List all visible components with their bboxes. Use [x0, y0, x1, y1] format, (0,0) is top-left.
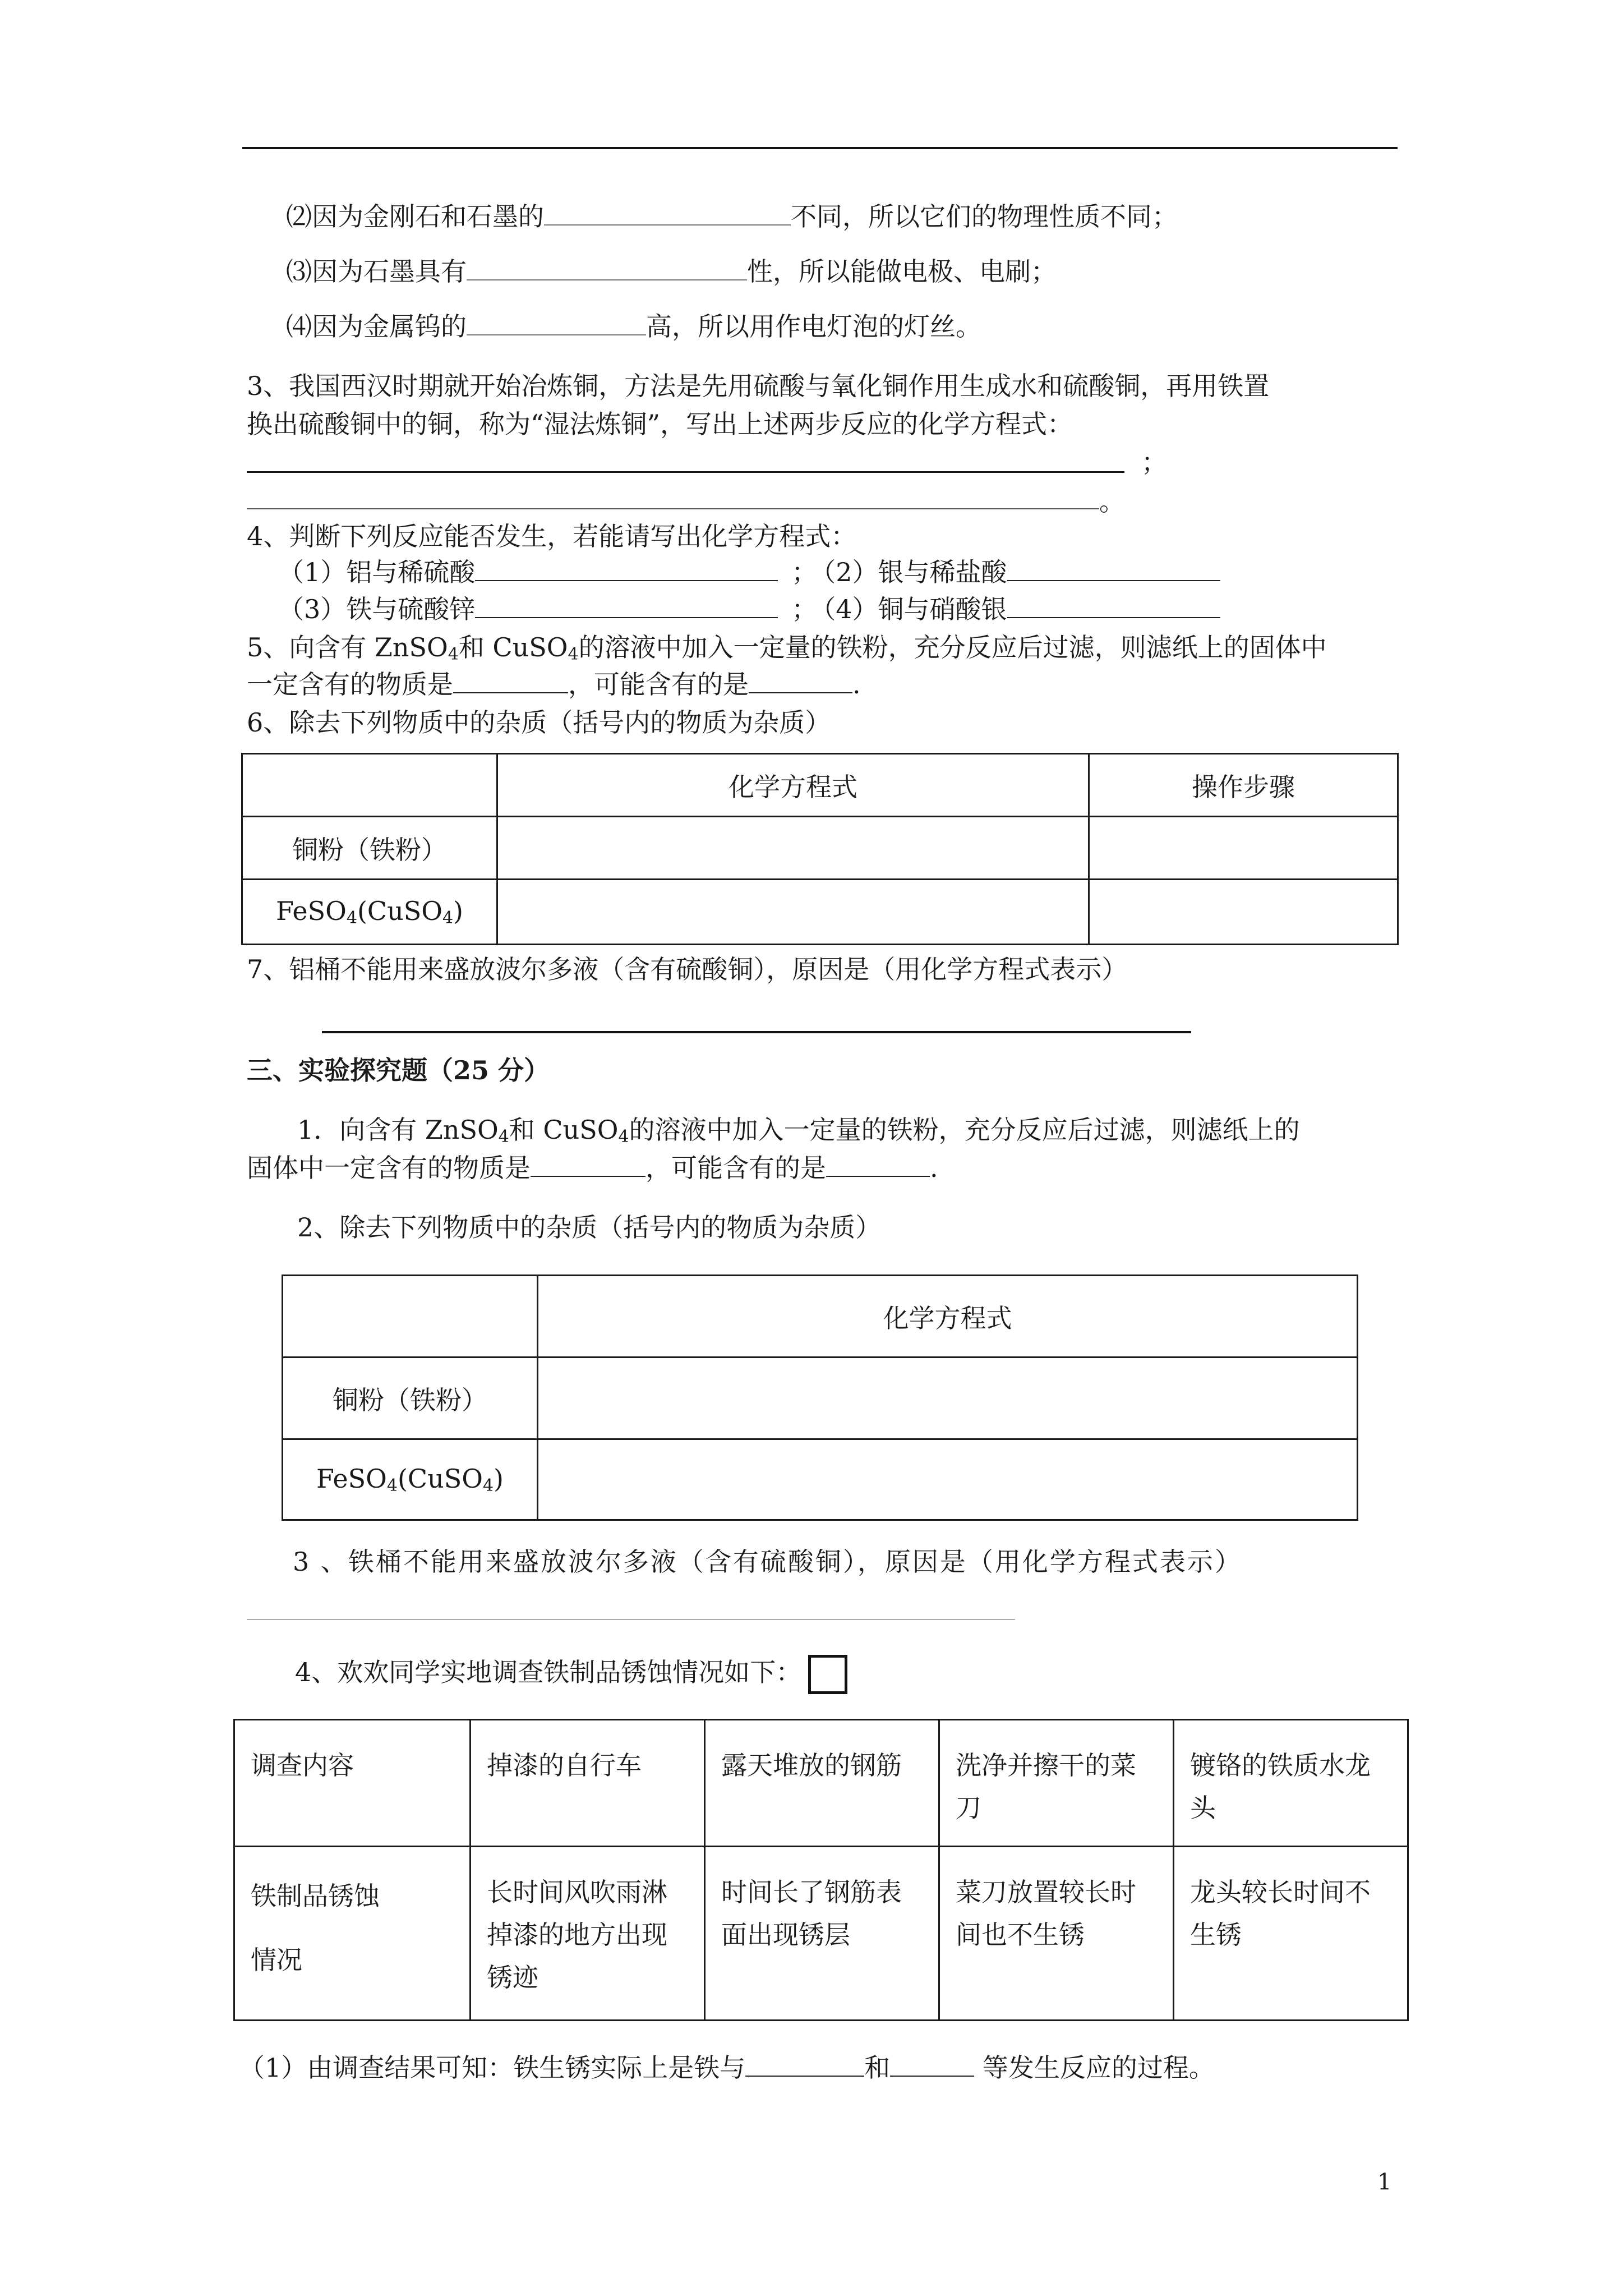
q3-line-2: 换出硫酸铜中的铜，称为“湿法炼铜”，写出上述两步反应的化学方程式： [247, 409, 1073, 439]
subscript: 4 [618, 1127, 629, 1147]
e4-q1-text-c: 等发生反应的过程。 [974, 2053, 1215, 2083]
formula-b: (CuSO [397, 1464, 483, 1494]
q4-item-3: （3）铁与硫酸锌 [278, 594, 476, 624]
q4-item-2: （2）银与稀盐酸 [823, 557, 1007, 587]
q3-line-1: 3、我国西汉时期就开始冶炼铜，方法是先用硫酸与氧化铜作用生成水和硫酸铜，再用铁置 [247, 371, 1270, 401]
q7-answer-line[interactable] [322, 1031, 1191, 1033]
cell-line: 长时间风吹雨淋 [487, 1877, 667, 1907]
answer-cell[interactable] [1089, 817, 1398, 880]
cell-line: 生锈 [1190, 1920, 1242, 1950]
q5-text-c: 的溶液中加入一定量的铁粉，充分反应后过滤，则滤纸上的固体中 [578, 632, 1327, 662]
cell-line: 面出现锈层 [721, 1920, 850, 1950]
e3-text: 3 、铁桶不能用来盛放波尔多液（含有硫酸铜），原因是（用化学方程式表示） [293, 1547, 1242, 1577]
cell-line: 龙头较长时间不 [1190, 1877, 1371, 1907]
table-header: 化学方程式 [497, 754, 1089, 817]
answer-cell[interactable] [497, 880, 1089, 945]
blank[interactable] [531, 1151, 645, 1177]
table-cell [1174, 1847, 1408, 2021]
blank[interactable] [475, 592, 778, 618]
e2-title: 2、除去下列物质中的杂质（括号内的物质为杂质） [297, 1212, 882, 1243]
e1-text-f: . [930, 1153, 938, 1183]
answer-cell[interactable] [538, 1439, 1358, 1520]
q2-item-2-text-b: 不同，所以它们的物理性质不同； [791, 201, 1178, 232]
label-line: 情况 [251, 1945, 302, 1975]
e4-q1-text-b: 和 [864, 2053, 891, 2083]
q5-text-a: 5、向含有 ZnSO [247, 632, 448, 662]
blank[interactable] [467, 310, 646, 335]
label-line: 铁制品锈蚀 [251, 1881, 380, 1911]
q2-item-4-text-b: 高，所以用作电灯泡的灯丝。 [646, 311, 981, 342]
blank[interactable] [1007, 555, 1220, 581]
table-header [939, 1720, 1174, 1847]
q4-item-4: （4）铜与硝酸银 [823, 594, 1007, 624]
table-header [1174, 1720, 1408, 1847]
formula-a: FeSO [276, 896, 347, 926]
header-line: 镀铬的铁质水龙 [1190, 1750, 1371, 1780]
q3-end-1: ； [1141, 447, 1167, 477]
table-row-label [283, 1439, 538, 1520]
q4-item-1: （1）铝与稀硫酸 [278, 557, 476, 587]
formula-b: (CuSO [357, 896, 442, 926]
answer-cell[interactable] [1089, 880, 1398, 945]
blank[interactable] [745, 2051, 864, 2077]
table-header: 化学方程式 [538, 1276, 1358, 1358]
subscript: 4 [568, 645, 579, 664]
header-line: 刀 [956, 1793, 981, 1823]
q4-title: 4、判断下列反应能否发生，若能请写出化学方程式： [247, 521, 857, 551]
header-line: 头 [1190, 1793, 1216, 1823]
q2-item-2 [286, 200, 1178, 233]
blank[interactable] [544, 200, 791, 226]
q3-answer-line-2[interactable] [247, 508, 1099, 509]
q3-answer-line-1[interactable] [247, 471, 1124, 473]
blank[interactable] [826, 1151, 930, 1177]
table-header: 露天堆放的钢筋 [705, 1720, 939, 1847]
e1-line-2 [247, 1151, 938, 1185]
q5-text-f: . [852, 669, 861, 700]
cell-line: 时间长了钢筋表 [721, 1877, 902, 1907]
q6-table [241, 753, 1399, 945]
table-header: 掉漆的自行车 [471, 1720, 705, 1847]
e3-answer-line[interactable] [247, 1619, 1015, 1620]
table-cell [939, 1847, 1174, 2021]
subscript: 4 [482, 1476, 494, 1496]
section-3-title: 三、实验探究题（25 分） [247, 1055, 550, 1085]
subscript: 4 [386, 1476, 398, 1496]
subscript: 4 [346, 908, 357, 928]
subscript: 4 [442, 908, 454, 928]
q7-text: 7、铝桶不能用来盛放波尔多液（含有硫酸铜），原因是（用化学方程式表示） [247, 954, 1128, 984]
e1-text-a: 1．向含有 ZnSO [297, 1115, 499, 1145]
e1-text-c: 的溶液中加入一定量的铁粉，充分反应后过滤，则滤纸上的 [629, 1115, 1300, 1145]
table-row-label: 铜粉（铁粉） [242, 817, 497, 880]
blank[interactable] [890, 2051, 974, 2077]
e4-title-text: 4、欢欢同学实地调查铁制品锈蚀情况如下： [295, 1657, 802, 1687]
q5-text-e: ，可能含有的是 [568, 669, 749, 700]
formula-c: ) [453, 896, 463, 926]
table-cell [471, 1847, 705, 2021]
answer-cell[interactable] [538, 1358, 1358, 1439]
q2-item-3-text-b: 性，所以能做电极、电刷； [747, 256, 1057, 287]
q2-item-4-text-a: ⑷因为金属钨的 [286, 311, 467, 342]
table-cell [242, 754, 497, 817]
e1-line-1 [297, 1113, 1300, 1154]
answer-cell[interactable] [497, 817, 1089, 880]
q5-text-b: 和 CuSO [458, 632, 568, 662]
e4-title [295, 1655, 847, 1694]
q6-title: 6、除去下列物质中的杂质（括号内的物质为杂质） [247, 707, 831, 738]
blank[interactable] [1007, 592, 1220, 618]
subscript: 4 [498, 1127, 509, 1147]
table-header: 操作步骤 [1089, 754, 1398, 817]
table-header: 调查内容 [234, 1720, 471, 1847]
e4-q1 [239, 2051, 1215, 2085]
q4-row-2 [278, 592, 1220, 626]
blank[interactable] [453, 668, 568, 693]
e1-text-d: 固体中一定含有的物质是 [247, 1153, 531, 1183]
q5-line-2 [247, 668, 861, 701]
blank[interactable] [467, 255, 747, 280]
q5-text-d: 一定含有的物质是 [247, 669, 453, 700]
q2-item-4 [286, 310, 981, 343]
checkbox[interactable] [808, 1655, 847, 1694]
q4-row-1 [278, 555, 1220, 589]
sep: ； [791, 594, 818, 624]
sep: ； [791, 557, 818, 587]
e2-table [282, 1274, 1358, 1521]
table-cell [283, 1276, 538, 1358]
page-number: 1 [1377, 2169, 1392, 2195]
e4-q1-text-a: （1）由调查结果可知：铁生锈实际上是铁与 [239, 2053, 746, 2083]
q5-line-1 [247, 631, 1327, 671]
table-row-label [234, 1847, 471, 2021]
table-cell [705, 1847, 939, 2021]
header-rule [242, 147, 1398, 149]
cell-line: 掉漆的地方出现 [487, 1920, 667, 1950]
e1-text-b: 和 CuSO [509, 1115, 619, 1145]
subscript: 4 [448, 645, 459, 664]
formula-a: FeSO [316, 1464, 387, 1494]
q2-item-3 [286, 255, 1057, 288]
table-row-label [242, 880, 497, 945]
q2-item-2-text-a: ⑵因为金刚石和石墨的 [286, 201, 544, 232]
cell-line: 锈迹 [487, 1962, 538, 1993]
blank[interactable] [749, 668, 852, 693]
e4-table [233, 1719, 1409, 2021]
q3-end-2: 。 [1099, 486, 1125, 517]
q2-item-3-text-a: ⑶因为石墨具有 [286, 256, 467, 287]
e1-text-e: ，可能含有的是 [645, 1153, 826, 1183]
table-row-label: 铜粉（铁粉） [283, 1358, 538, 1439]
blank[interactable] [475, 555, 778, 581]
header-line: 洗净并擦干的菜 [956, 1750, 1136, 1780]
formula-c: ) [494, 1464, 504, 1494]
cell-line: 菜刀放置较长时 [956, 1877, 1136, 1907]
cell-line: 间也不生锈 [956, 1920, 1085, 1950]
